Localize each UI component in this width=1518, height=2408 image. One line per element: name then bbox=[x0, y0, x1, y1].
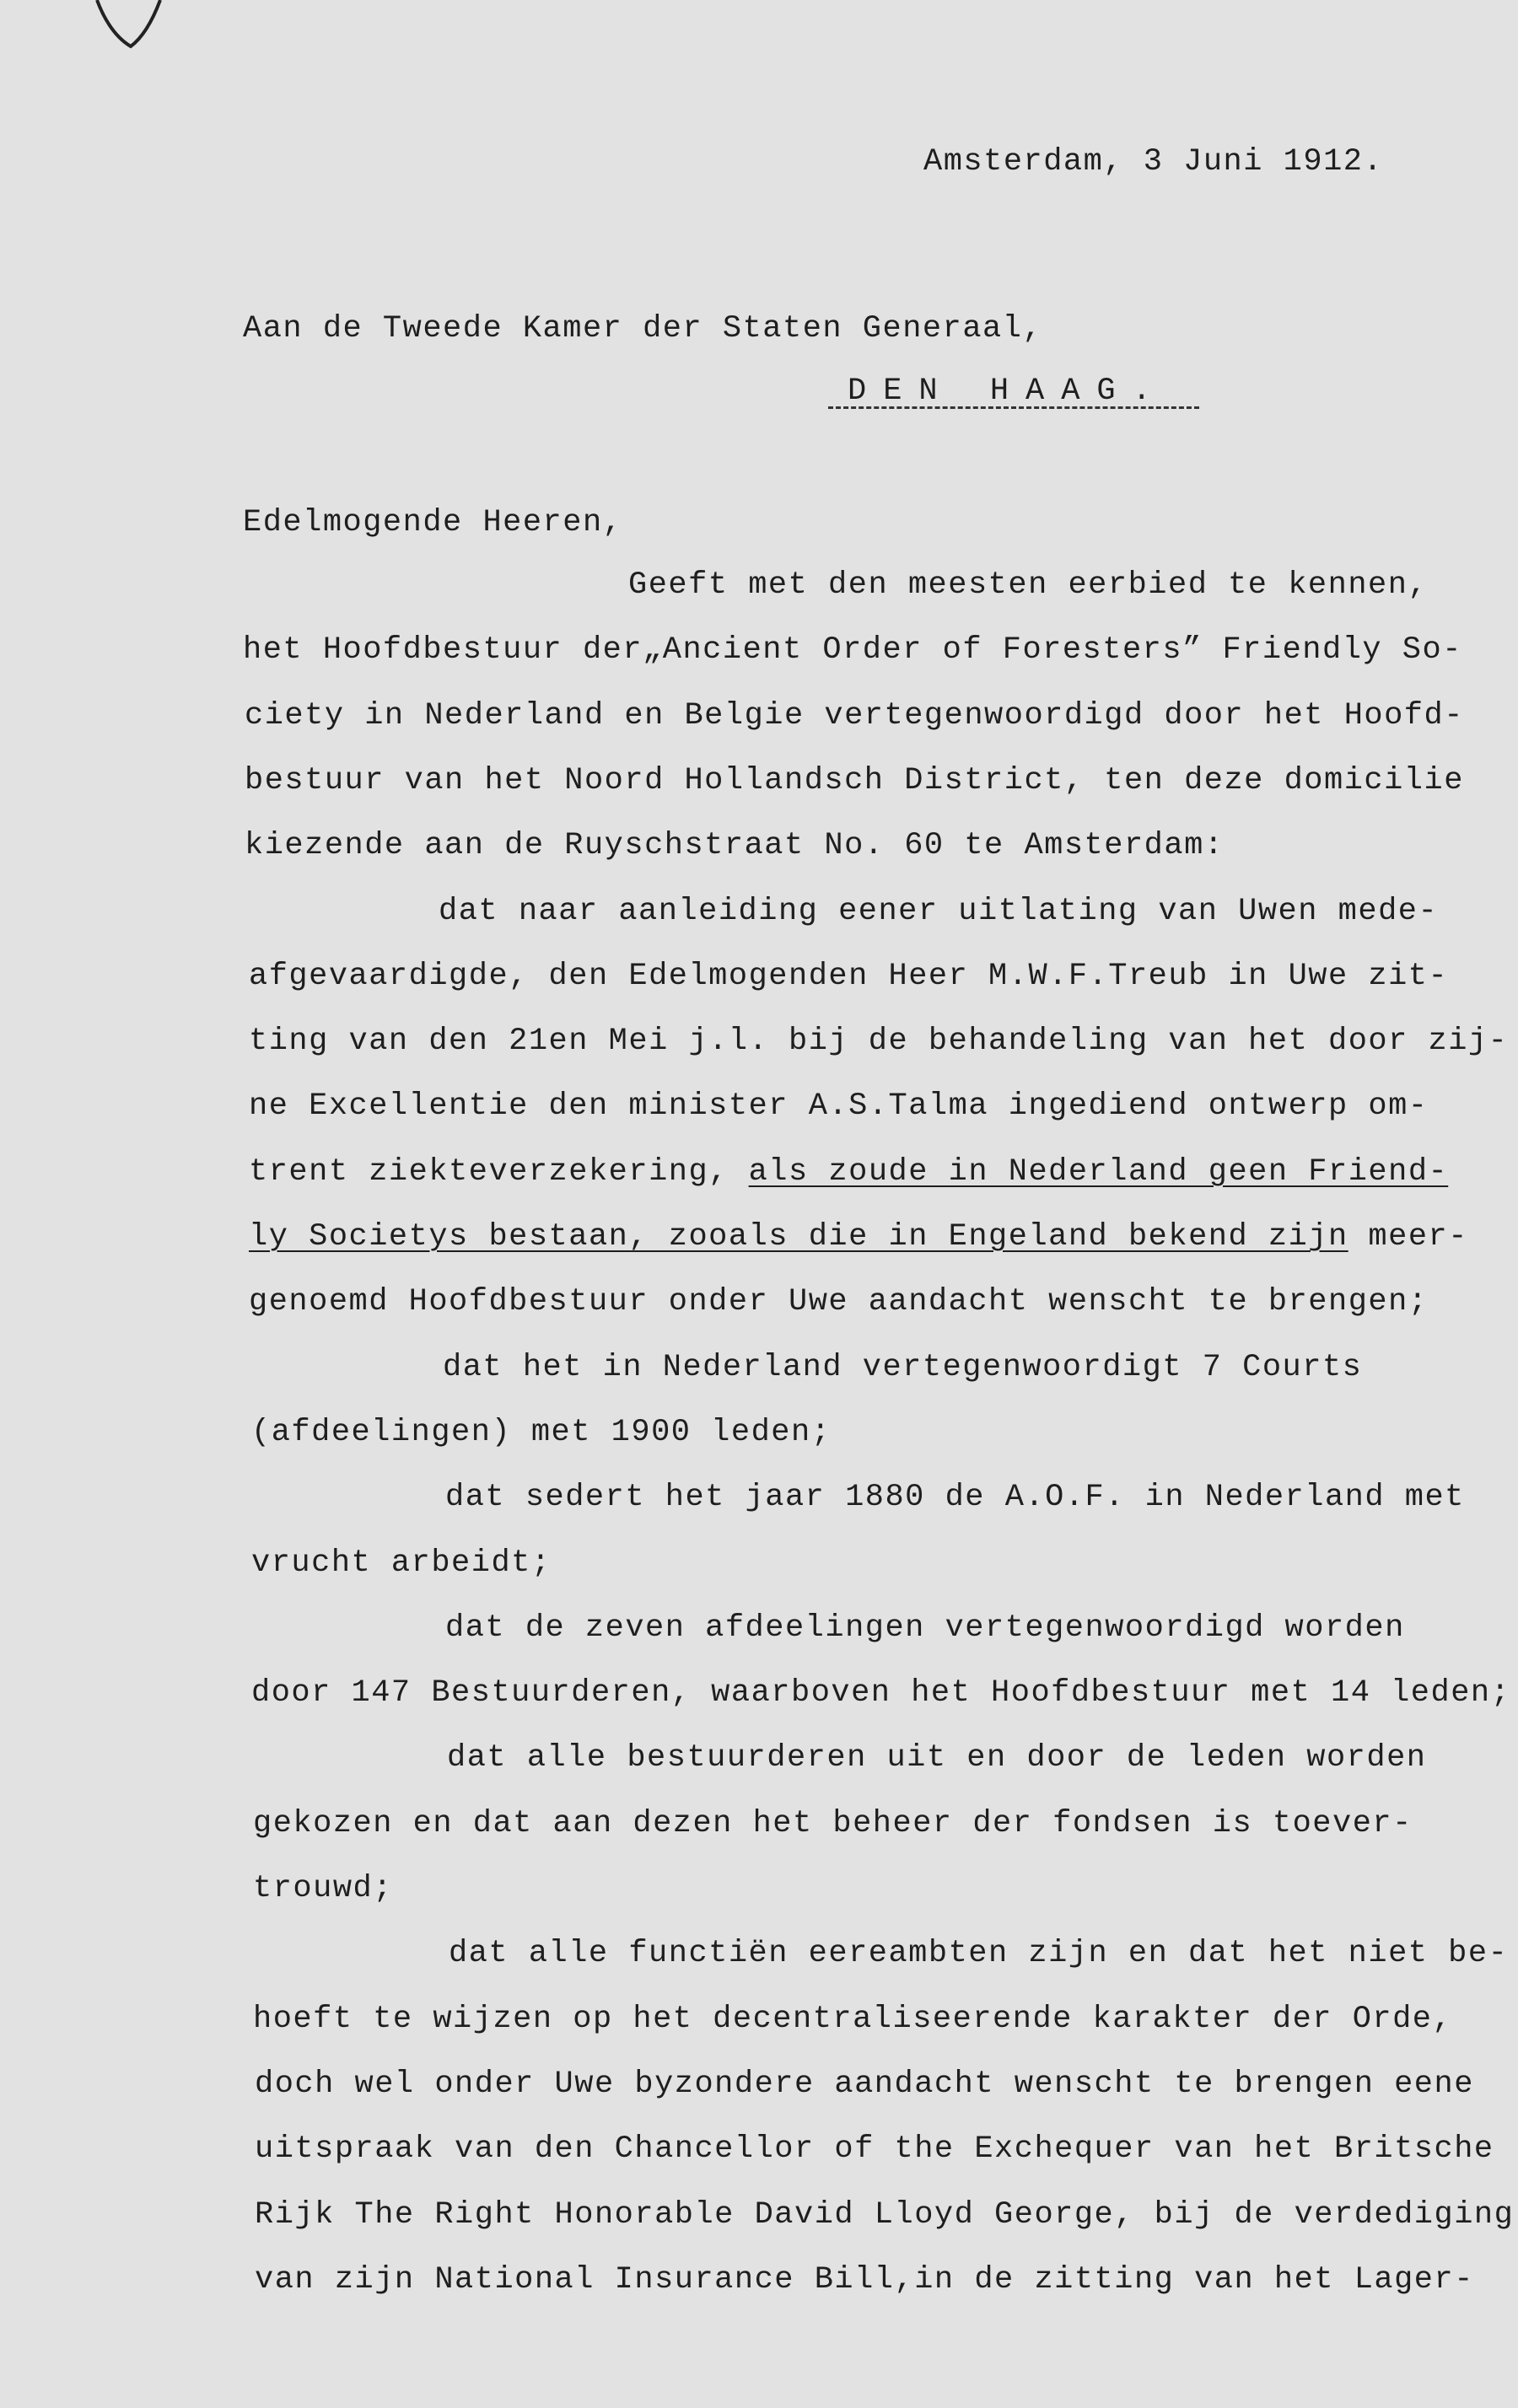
body-line bbox=[253, 2001, 1452, 2038]
body-line-text: kiezende aan de Ruyschstraat No. 60 te Amsterdam: bbox=[245, 828, 1225, 863]
body-line bbox=[447, 1739, 1426, 1776]
body-line-text: het Hoofdbestuur der„Ancient Order of Foresters” Friendly So- bbox=[243, 632, 1462, 668]
body-line-text: dat naar aanleiding eener uitlating van Uwen mede- bbox=[439, 894, 1439, 929]
body-line bbox=[253, 1870, 393, 1907]
body-line-text: vrucht arbeidt; bbox=[251, 1545, 552, 1581]
body-line-text: dat alle bestuurderen uit en door de leden worden bbox=[447, 1740, 1427, 1776]
body-line-text: dat de zeven afdeelingen vertegenwoordigd worden bbox=[445, 1610, 1405, 1646]
body-line-text: afgevaardigde, den Edelmogenden Heer M.W.F.Treub in Uwe zit- bbox=[249, 959, 1449, 994]
body-line bbox=[249, 1023, 1508, 1060]
salutation: Edelmogende Heeren, bbox=[243, 505, 623, 540]
body-line bbox=[249, 958, 1448, 995]
body-line bbox=[255, 2196, 1514, 2233]
body-line bbox=[255, 2261, 1474, 2298]
body-line bbox=[249, 1218, 1468, 1255]
body-line-text: ting van den 21en Mei j.l. bij de behandeling van het door zij- bbox=[249, 1024, 1509, 1059]
city-heading: DEN HAAG. bbox=[848, 374, 1168, 409]
letter-date: Amsterdam, 3 Juni 1912. bbox=[923, 144, 1384, 180]
body-line-text: ciety in Nederland en Belgie vertegenwoordigd door het Hoofd- bbox=[245, 698, 1464, 734]
body-line bbox=[255, 2066, 1474, 2103]
body-line bbox=[449, 1935, 1508, 1972]
body-line-text: dat alle functiën eereambten zijn en dat het niet be- bbox=[449, 1936, 1509, 1971]
body-line bbox=[245, 762, 1464, 799]
body-line-text: trouwd; bbox=[253, 1871, 393, 1906]
body-line-text: uitspraak van den Chancellor of the Exchequer van het Britsche bbox=[255, 2131, 1494, 2167]
body-line bbox=[245, 827, 1224, 864]
body-line-text: (afdeelingen) met 1900 leden; bbox=[251, 1415, 832, 1450]
body-line bbox=[253, 1805, 1413, 1842]
body-line bbox=[445, 1610, 1405, 1647]
body-line-text: bestuur van het Noord Hollandsch District, ten deze domicilie bbox=[245, 763, 1464, 798]
body-line bbox=[249, 1283, 1429, 1320]
body-line-text: trent ziekteverzekering, bbox=[249, 1154, 749, 1190]
body-line-text: Geeft met den meesten eerbied te kennen, bbox=[628, 567, 1429, 603]
underlined-phrase: als zoude in Nederland geen Friend- bbox=[748, 1154, 1449, 1190]
body-line-text: Rijk The Right Honorable David Lloyd George, bij de verdediging bbox=[255, 2197, 1515, 2233]
body-line bbox=[249, 1153, 1448, 1191]
body-line-text: dat het in Nederland vertegenwoordigt 7 Courts bbox=[443, 1350, 1363, 1385]
body-line bbox=[251, 1545, 552, 1582]
body-line bbox=[628, 567, 1428, 604]
body-line bbox=[243, 632, 1462, 669]
body-line bbox=[443, 1349, 1362, 1386]
body-line-text: genoemd Hoofdbestuur onder Uwe aandacht wenscht te brengen; bbox=[249, 1284, 1429, 1320]
body-line-text: dat sedert het jaar 1880 de A.O.F. in Nederland met bbox=[445, 1480, 1465, 1515]
body-line bbox=[445, 1479, 1465, 1516]
body-line-text: gekozen en dat aan dezen het beheer der fondsen is toever- bbox=[253, 1806, 1413, 1841]
body-line bbox=[249, 1088, 1429, 1125]
body-line-text: ne Excellentie den minister A.S.Talma ingediend ontwerp om- bbox=[249, 1088, 1429, 1124]
body-line-text: door 147 Bestuurderen, waarboven het Hoofdbestuur met 14 leden; bbox=[251, 1675, 1511, 1711]
body-line-text: meer- bbox=[1348, 1219, 1468, 1255]
addressee: Aan de Tweede Kamer der Staten Generaal, bbox=[243, 311, 1043, 347]
body-line bbox=[251, 1674, 1510, 1712]
body-line bbox=[255, 2131, 1494, 2168]
body-line-text: hoeft te wijzen op het decentraliseerende karakter der Orde, bbox=[253, 2002, 1453, 2037]
body-line-text: doch wel onder Uwe byzondere aandacht wenscht te brengen eene bbox=[255, 2067, 1474, 2102]
city-underline bbox=[828, 406, 1199, 409]
body-line bbox=[245, 697, 1464, 734]
body-line bbox=[439, 893, 1438, 930]
underlined-phrase: ly Societys bestaan, zooals die in Engeland bekend zijn bbox=[249, 1219, 1348, 1255]
body-line bbox=[251, 1414, 831, 1451]
corner-mark-icon bbox=[93, 0, 169, 51]
body-line-text: van zijn National Insurance Bill,in de zitting van het Lager- bbox=[255, 2262, 1474, 2298]
